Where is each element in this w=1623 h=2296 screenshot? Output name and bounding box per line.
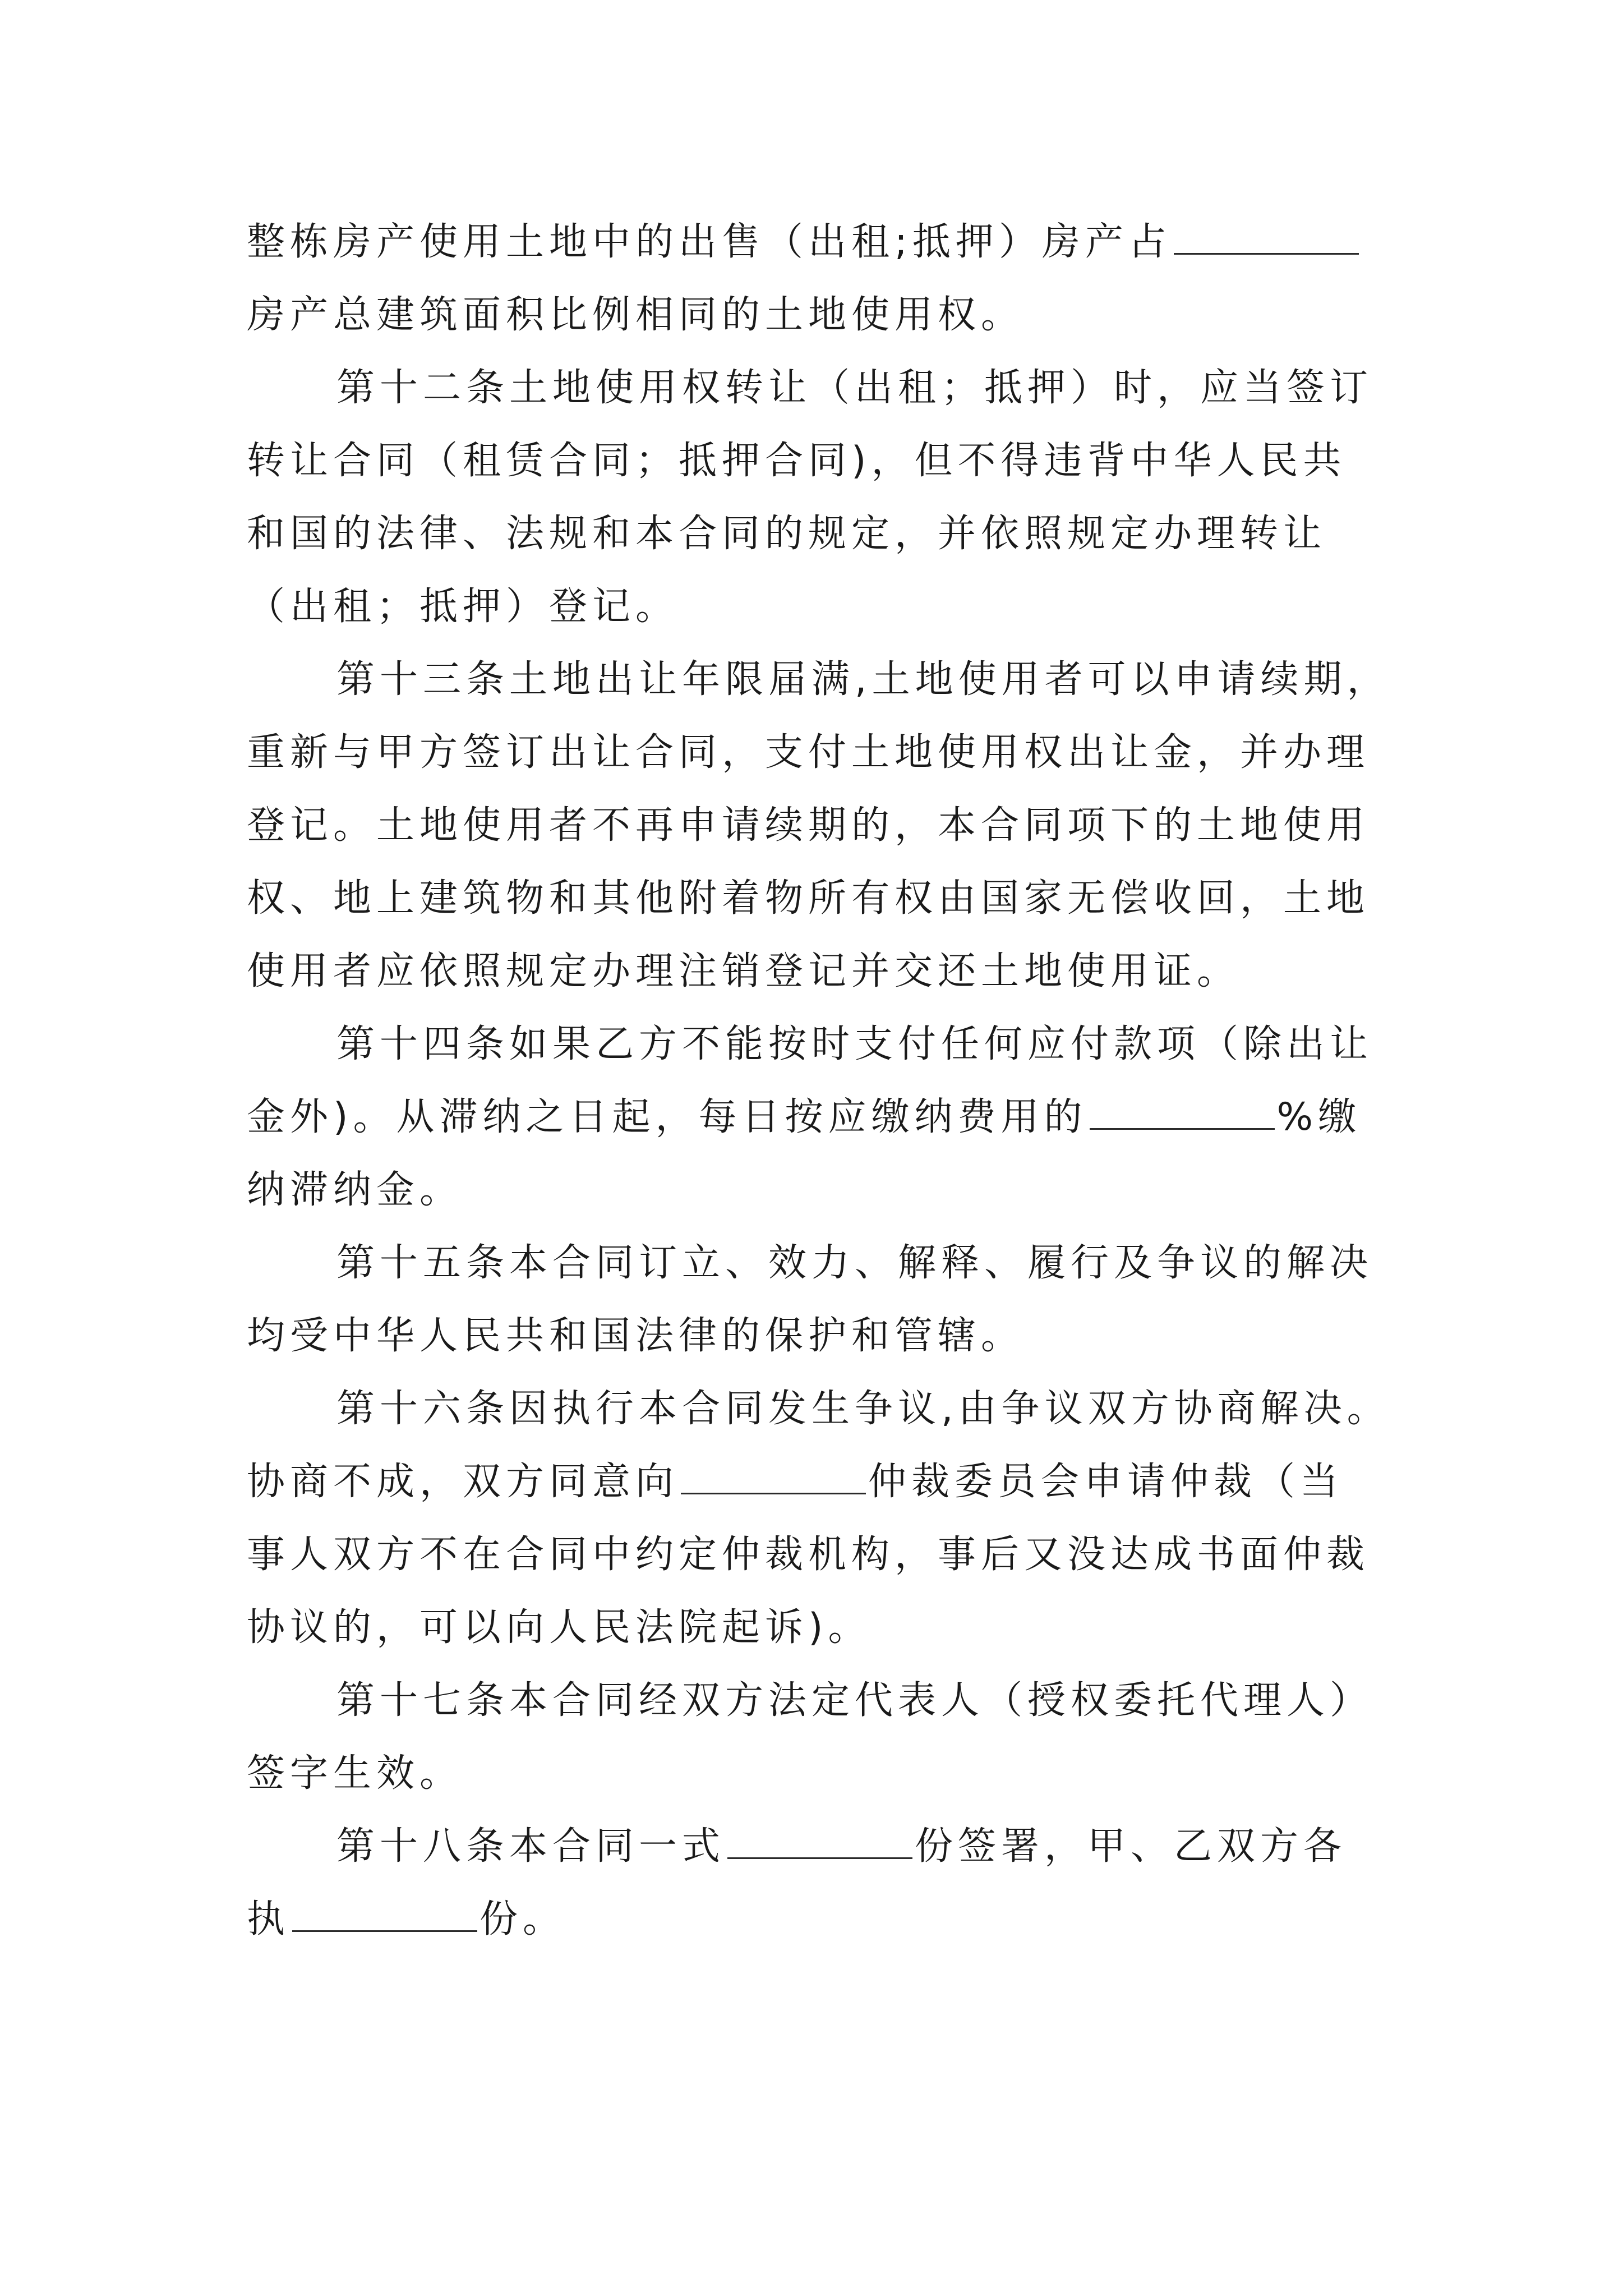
line-text: 和国的法律、法规和本合同的规定，并依照规定办理转让 bbox=[247, 512, 1327, 556]
text-line bbox=[247, 1084, 1361, 1151]
line-text: 执 bbox=[247, 1897, 291, 1941]
line-text: 协议的，可以向人民法院起诉)。 bbox=[247, 1605, 872, 1650]
text-line bbox=[247, 719, 1370, 786]
line-text: 纳滞纳金。 bbox=[247, 1168, 463, 1212]
text-line bbox=[247, 1521, 1370, 1589]
text-line bbox=[336, 355, 1373, 422]
line-text: 第十五条本合同订立、效力、解释、履行及争议的解决 bbox=[336, 1241, 1373, 1285]
fill-in-blank[interactable] bbox=[1174, 216, 1359, 255]
text-line bbox=[336, 1667, 1373, 1734]
line-text: 均受中华人民共和国法律的保护和管辖。 bbox=[247, 1314, 1025, 1358]
text-line bbox=[336, 1230, 1373, 1297]
fill-in-blank[interactable] bbox=[681, 1456, 866, 1494]
fill-in-blank[interactable] bbox=[1090, 1091, 1275, 1130]
text-line bbox=[247, 500, 1326, 568]
line-text: 金外)。从滞纳之日起，每日按应缴纳费用的 bbox=[247, 1095, 1087, 1139]
line-text: 房产总建筑面积比例相同的土地使用权。 bbox=[247, 293, 1025, 337]
fill-in-blank[interactable] bbox=[292, 1893, 477, 1932]
line-text: 重新与甲方签订出让合同，支付土地使用权出让金，并办理 bbox=[247, 730, 1370, 775]
text-line bbox=[247, 865, 1370, 932]
line-text: 登记。土地使用者不再申请续期的，本合同项下的土地使用 bbox=[247, 803, 1370, 848]
text-line bbox=[247, 282, 1024, 349]
text-line bbox=[336, 646, 1390, 714]
text-line bbox=[247, 1886, 566, 1953]
line-text: 第十三条土地出让年限届满,土地使用者可以申请续期， bbox=[336, 657, 1390, 702]
line-text-after: 份。 bbox=[479, 1897, 566, 1941]
text-line bbox=[247, 209, 1361, 276]
line-text-after: 份签署，甲、乙双方各 bbox=[915, 1824, 1347, 1869]
line-text: 第十八条本合同一式 bbox=[336, 1824, 726, 1869]
line-text: 权、地上建筑物和其他附着物所有权由国家无偿收回，土地 bbox=[247, 876, 1370, 921]
fill-in-blank[interactable] bbox=[727, 1820, 912, 1859]
text-line bbox=[247, 1157, 463, 1224]
line-text-after: %缴 bbox=[1276, 1095, 1362, 1139]
text-line bbox=[247, 1448, 1343, 1516]
line-text: 整栋房产使用土地中的出售（出租;抵押）房产占 bbox=[247, 220, 1172, 264]
text-line bbox=[247, 427, 1347, 495]
text-line bbox=[247, 1740, 463, 1807]
text-line bbox=[336, 1813, 1347, 1880]
line-text: 使用者应依照规定办理注销登记并交还土地使用证。 bbox=[247, 949, 1241, 993]
line-text: 转让合同（租赁合同；抵押合同)，但不得违背中华人民共 bbox=[247, 439, 1347, 483]
line-text: 协商不成，双方同意向 bbox=[247, 1460, 679, 1504]
text-line bbox=[247, 792, 1370, 859]
text-line bbox=[336, 1375, 1390, 1443]
line-text: 签字生效。 bbox=[247, 1751, 463, 1796]
line-text: 第十二条土地使用权转让（出租；抵押）时，应当签订 bbox=[336, 366, 1373, 410]
line-text-after: 仲裁委员会申请仲裁（当 bbox=[868, 1460, 1344, 1504]
text-line bbox=[247, 573, 679, 641]
line-text: 第十六条因执行本合同发生争议,由争议双方协商解决。 bbox=[336, 1387, 1390, 1431]
text-line bbox=[247, 1303, 1024, 1370]
line-text: （出租；抵押）登记。 bbox=[247, 585, 679, 629]
line-text: 第十七条本合同经双方法定代表人（授权委托代理人） bbox=[336, 1678, 1373, 1723]
line-text: 第十四条如果乙方不能按时支付任何应付款项（除出让 bbox=[336, 1022, 1373, 1066]
text-line bbox=[336, 1011, 1373, 1078]
text-line bbox=[247, 1594, 872, 1662]
text-line bbox=[247, 938, 1240, 1005]
line-text: 事人双方不在合同中约定仲裁机构，事后又没达成书面仲裁 bbox=[247, 1533, 1370, 1577]
